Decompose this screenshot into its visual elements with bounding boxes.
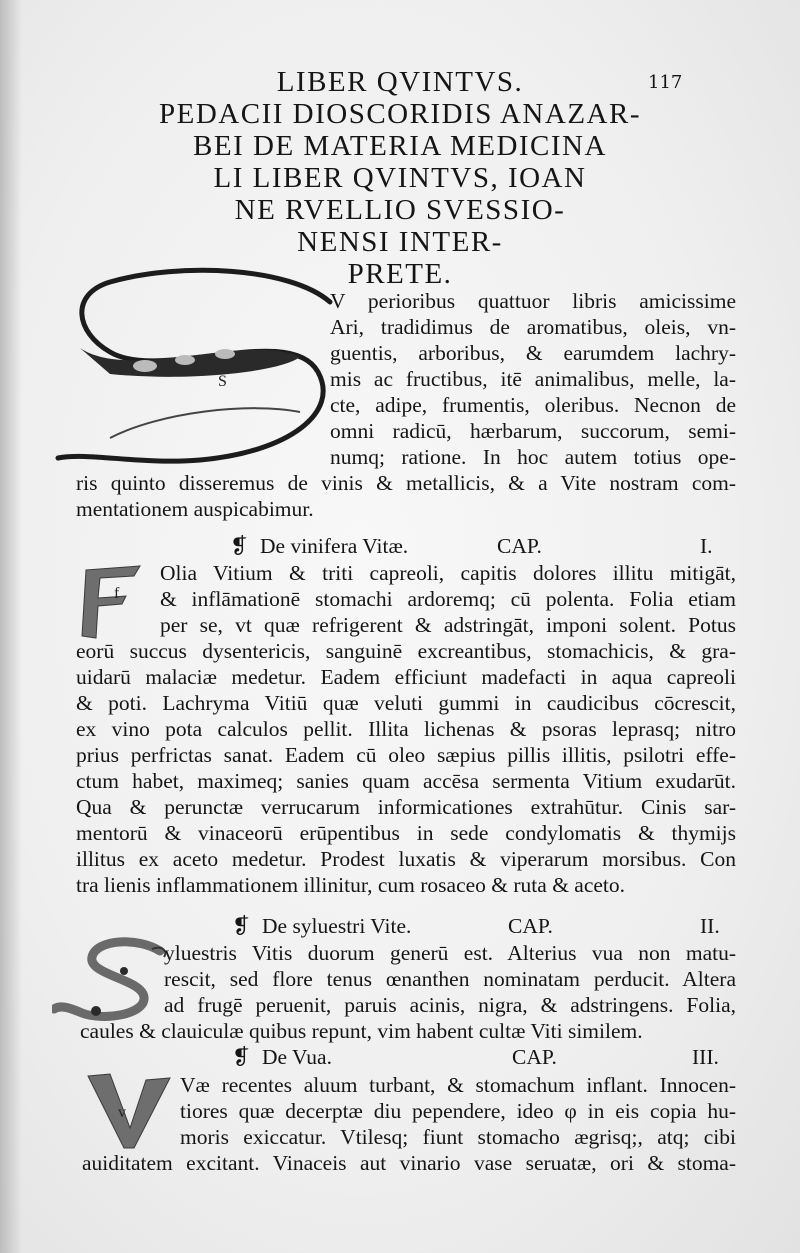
text-line: ad frugē peruenit, paruis acinis, nigra, & adstringens. Folia, (164, 993, 736, 1017)
heading-line: LIBER QVINTVS. (276, 66, 524, 98)
text-line: yluestris Vitis duorum generū est. Alterius vua non matu- (164, 941, 736, 965)
chapter-3-full-text (82, 1150, 736, 1176)
heading-line: LI LIBER QVINTVS, IOAN (213, 162, 587, 194)
text-line: V perioribus quattuor libris amicissime (330, 289, 736, 313)
text-line: cte, adipe, frumentis, oleribus. Necnon de (330, 393, 736, 417)
intro-indented-text (330, 288, 736, 470)
intro-full-text (76, 470, 736, 522)
chapter-2-indented-text (164, 940, 736, 1018)
chapter-cap-label: CAP. (497, 534, 542, 558)
text-line: numq; ratione. In hoc autem totius ope- (330, 445, 736, 469)
paragraph-mark-icon: ❡ (232, 914, 251, 938)
chapter-3-rubric (0, 1044, 800, 1070)
text-line: caules & clauiculæ quibus repunt, vim habent cultæ Viti similem. (80, 1019, 643, 1043)
paragraph-mark-icon: ❡ (232, 1045, 251, 1069)
text-line: & poti. Lachryma Vitiū quæ veluti gummi in caudicibus cōcrescit, (76, 691, 736, 715)
page-number: 117 (648, 72, 683, 93)
text-line: omni radicū, hærbarum, succorum, semi- (330, 419, 736, 443)
paragraph-mark-icon: ❡ (230, 534, 249, 558)
text-line: mis ac fructibus, itē animalibus, melle, la- (330, 367, 736, 391)
chapter-number: I. (700, 534, 713, 558)
heading-line: NENSI INTER- (297, 226, 503, 258)
chapter-number: II. (700, 914, 720, 938)
guide-letter: f (114, 585, 120, 602)
text-line: & inflāmationē stomachi ardoremq; cū polenta. Folia etiam (160, 587, 736, 611)
chapter-2-full-text (80, 1018, 736, 1044)
text-line: ctum habet, maximeq; sanies quam accēsa sermenta Vitium exudarūt. (76, 769, 736, 793)
text-line: illitus ex aceto medetur. Prodest luxatis & viperarum morsibus. Con (76, 847, 736, 871)
heading-line: PRETE. (347, 258, 453, 290)
chapter-title: De Vua. (262, 1045, 332, 1069)
heading-line: NE RVELLIO SVESSIO- (234, 194, 566, 226)
text-line: guentis, arboribus, & earumdem lachry- (330, 341, 736, 365)
text-line: tra lienis inflammationem illinitur, cum rosaceo & ruta & aceto. (76, 873, 626, 897)
text-line: auiditatem excitant. Vinaceis aut vinario vase seruatæ, ori & stoma- (82, 1151, 736, 1175)
text-line: per se, vt quæ refrigerent & adstringāt, imponi solent. Potus (160, 613, 736, 637)
chapter-1-full-text (76, 638, 736, 898)
text-line: Væ recentes aluum turbant, & stomachum inflant. Innocen- (180, 1073, 736, 1097)
text-line: uidarū malaciæ medetur. Eadem efficiunt madefacti in aqua capreoli (76, 665, 736, 689)
guide-letter: v (118, 1104, 126, 1121)
decorated-initial-v-icon (84, 1070, 174, 1150)
chapter-cap-label: CAP. (508, 914, 553, 938)
chapter-cap-label: CAP. (512, 1045, 557, 1069)
chapter-title: De syluestri Vite. (262, 914, 412, 938)
text-line: eorū succus dysentericis, sanguinē excreantibus, stomachicis, & gra- (76, 639, 736, 663)
decorated-initial-f-icon (74, 560, 144, 640)
text-line: Qua & perunctæ verrucarum informicationes extrahūtur. Cinis sar- (76, 795, 736, 819)
decorated-initial-s-icon (52, 935, 172, 1025)
text-line: tiores quæ decerptæ diu pependere, ideo φ in eis copia hu- (180, 1099, 736, 1123)
text-line: prius perfrictas sanat. Eadem cū oleo sæpius pillis illitis, psilotri effe- (76, 743, 736, 767)
chapter-3-indented-text (180, 1072, 736, 1150)
text-line: mentationem auspicabimur. (76, 497, 314, 521)
book-heading (0, 66, 800, 290)
heading-line: BEI DE MATERIA MEDICINA (193, 130, 607, 162)
text-line: rescit, sed flore tenus œnanthen nominatam perducit. Altera (164, 967, 736, 991)
text-line: moris exiccatur. Vtilesq; fiunt stomacho ægrisq;, atq; cibi (180, 1125, 736, 1149)
heading-line: PEDACII DIOSCORIDIS ANAZAR- (159, 98, 641, 130)
decorated-initial-s-icon (50, 262, 340, 472)
chapter-1-rubric (0, 533, 800, 559)
text-line: Olia Vitium & triti capreoli, capitis dolores illitu mitigāt, (160, 561, 736, 585)
text-line: Ari, tradidimus de aromatibus, oleis, vn- (330, 315, 736, 339)
guide-letter: S (218, 373, 227, 390)
chapter-number: III. (692, 1045, 719, 1069)
text-line: mentorū & vinaceorū erūpentibus in sede condylomatis & thymijs (76, 821, 736, 845)
text-line: ex vino pota calculos pellit. Illita lichenas & psoras leprasq; nitro (76, 717, 736, 741)
chapter-title: De vinifera Vitæ. (260, 534, 409, 558)
chapter-1-indented-text (160, 560, 736, 638)
text-line: ris quinto disseremus de vinis & metallicis, & a Vite nostram com- (76, 471, 736, 495)
